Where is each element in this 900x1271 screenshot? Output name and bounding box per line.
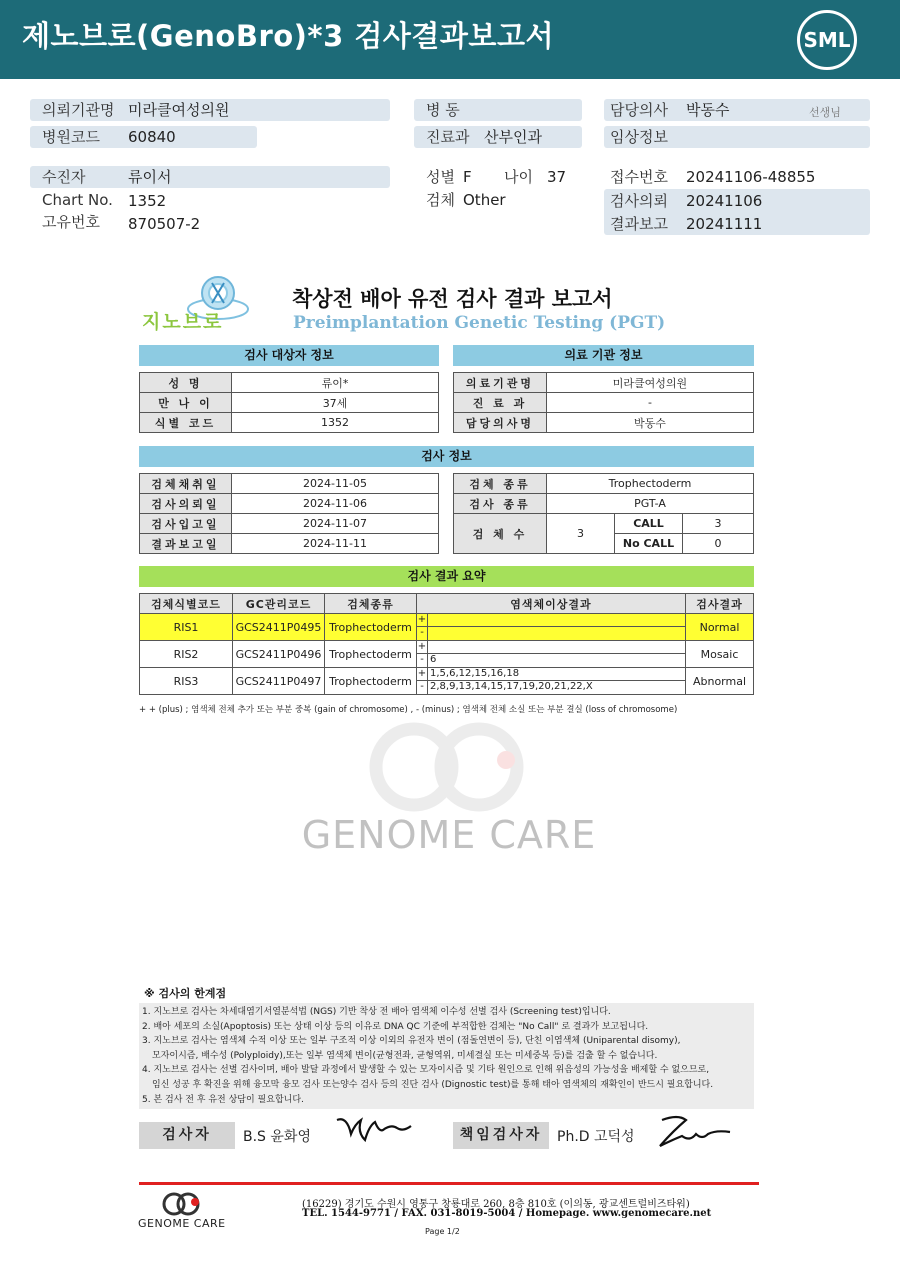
footer-rule xyxy=(139,1182,759,1185)
cell-label: No CALL xyxy=(615,534,683,554)
table-row xyxy=(140,641,754,668)
report-subtitle: Preimplantation Genetic Testing (PGT) xyxy=(293,313,666,333)
column-header: 검체식별코드 xyxy=(140,594,233,614)
report-title: 착상전 배아 유전 검사 결과 보고서 xyxy=(292,287,613,311)
result-label: 결과보고 xyxy=(610,215,668,233)
cell-label: 검체채취일 xyxy=(140,474,232,494)
plus-value xyxy=(428,614,430,626)
patient-label: 수진자 xyxy=(42,168,86,186)
watermark-text: GENOME CARE xyxy=(301,813,597,857)
cell-value: 2024-11-11 xyxy=(232,534,439,554)
table-row xyxy=(140,614,754,641)
minus-value: 2,8,9,13,14,15,17,19,20,21,22,X xyxy=(430,681,593,692)
footer-address: (16229) 경기도 수원시 영통구 창룡대로 260, 8층 810호 (이의동, 광교센트럴비즈타워) xyxy=(302,1199,690,1210)
cell-result: Normal xyxy=(686,614,754,641)
document-title: 제노브로(GenoBro)*3 검사결과보고서 xyxy=(22,19,554,53)
chart-label: Chart No. xyxy=(42,191,113,209)
receipt-label: 접수번호 xyxy=(610,168,668,186)
cell-type: Trophectoderm xyxy=(325,614,417,641)
cell-code: RIS3 xyxy=(140,668,233,695)
summary-table xyxy=(139,593,754,695)
specimen-label: 검체 xyxy=(426,191,455,209)
responsible-tester-label: 책임검사자 xyxy=(453,1122,549,1149)
request-label: 검사의뢰 xyxy=(610,192,668,210)
plus-sign: + xyxy=(417,668,427,679)
signature-icon xyxy=(652,1112,732,1152)
limitation-line: 임신 성공 후 확진을 위해 융모막 융모 검사 또는양수 검사 등의 진단 검사 (Dignostic test)를 통해 태아 염색체의 재확인이 반드시 필요합니다. xyxy=(152,1079,714,1090)
doctor-label: 담당의사 xyxy=(610,101,668,119)
cell-gc: GCS2411P0495 xyxy=(233,614,325,641)
cell-label: 의료기관명 xyxy=(454,373,547,393)
cell-chromosome xyxy=(417,614,686,641)
request-value: 20241106 xyxy=(686,192,763,210)
age-value: 37 xyxy=(547,168,567,186)
doctor-value: 박동수 xyxy=(686,101,730,119)
unique-label: 고유번호 xyxy=(42,213,100,231)
cell-value: 미라클여성의원 xyxy=(547,373,754,393)
report-header xyxy=(0,0,900,79)
cell-label: 결과보고일 xyxy=(140,534,232,554)
institution-value: 미라클여성의원 xyxy=(128,101,230,119)
cell-label: 검체 종류 xyxy=(454,474,547,494)
cell-value: 박동수 xyxy=(547,413,754,433)
dept-value: 산부인과 xyxy=(484,128,542,146)
sml-logo-text: SML xyxy=(803,28,851,52)
clinic-section-header: 의료 기관 정보 xyxy=(453,345,754,366)
tester-name: B.S 윤화영 xyxy=(243,1129,311,1145)
genome-care-logo-icon xyxy=(160,1190,204,1218)
cell-type: Trophectoderm xyxy=(325,641,417,668)
receipt-value: 20241106-48855 xyxy=(686,168,816,186)
plus-value xyxy=(428,641,430,653)
legend-note: + + (plus) ; 염색체 전체 추가 또는 부분 중복 (gain of chromosome) , - (minus) ; 염색체 전체 소실 또는 부분 결실 (loss of chromosome) xyxy=(139,705,678,715)
limitation-line: 모자이시즘, 배수성 (Polyploidy),또는 일부 염색체 변이(균형전좌, 균형역위, 미세결실 또는 미세중복 등)를 검출 할 수 없습니다. xyxy=(152,1050,658,1061)
genobro-logo-text: 지노브로 xyxy=(142,311,224,333)
patient-value: 류이서 xyxy=(128,168,172,186)
age-label: 나이 xyxy=(504,168,533,186)
cell-label: 검사 종류 xyxy=(454,494,547,514)
cell-result: Mosaic xyxy=(686,641,754,668)
test-specimen-table xyxy=(453,473,754,554)
limitations-title: ※ 검사의 한계점 xyxy=(144,987,227,1000)
minus-sign: - xyxy=(417,681,428,694)
plus-sign: + xyxy=(417,614,427,625)
cell-label: CALL xyxy=(615,514,683,534)
summary-section-header: 검사 결과 요약 xyxy=(139,566,754,587)
minus-value xyxy=(428,627,430,640)
cell-label: 성 명 xyxy=(140,373,232,393)
cell-label: 검사의뢰일 xyxy=(140,494,232,514)
cell-value: 류이* xyxy=(232,373,439,393)
column-header: 검사결과 xyxy=(686,594,754,614)
genome-care-logo-text: GENOME CARE xyxy=(138,1217,226,1230)
sml-logo-icon xyxy=(797,10,857,70)
cell-chromosome xyxy=(417,668,686,695)
ward-label: 병 동 xyxy=(426,101,460,119)
clinical-label: 임상정보 xyxy=(610,128,668,146)
cell-label: 담당의사명 xyxy=(454,413,547,433)
dept-label: 진료과 xyxy=(426,128,470,146)
cell-value: 37세 xyxy=(232,393,439,413)
page-number: Page 1/2 xyxy=(425,1227,460,1236)
cell-label: 진 료 과 xyxy=(454,393,547,413)
cell-value: 1352 xyxy=(232,413,439,433)
cell-type: Trophectoderm xyxy=(325,668,417,695)
cell-label: 식별 코드 xyxy=(140,413,232,433)
plus-sign: + xyxy=(417,641,427,652)
sex-value: F xyxy=(463,168,472,186)
cell-label: 검사입고일 xyxy=(140,514,232,534)
column-header: GC관리코드 xyxy=(233,594,325,614)
signature-icon xyxy=(335,1112,415,1148)
minus-value: 6 xyxy=(430,654,437,665)
cell-chromosome xyxy=(417,641,686,668)
specimen-value: Other xyxy=(463,191,506,209)
cell-value: 0 xyxy=(683,534,754,554)
cell-value: 3 xyxy=(683,514,754,534)
subject-table xyxy=(139,372,439,433)
hospital-code-label: 병원코드 xyxy=(42,128,100,146)
doctor-suffix: 선생님 xyxy=(809,106,841,119)
column-header: 염색체이상결과 xyxy=(417,594,686,614)
footer-contact: TEL. 1544-9771 / FAX. 031-8019-5004 / Homepage. www.genomecare.net xyxy=(302,1208,712,1219)
unique-value: 870507-2 xyxy=(128,215,201,233)
cell-label: 만 나 이 xyxy=(140,393,232,413)
limitation-line: 4. 지노브로 검사는 선별 검사이며, 배아 발달 과정에서 발생할 수 있는 모자이시즘 및 기타 원인으로 인해 위음성의 가능성을 배제할 수 없으므로, xyxy=(142,1065,710,1076)
plus-value: 1,5,6,12,15,16,18 xyxy=(430,668,520,679)
cell-value: - xyxy=(547,393,754,413)
tester-label: 검사자 xyxy=(139,1122,235,1149)
clinic-table xyxy=(453,372,754,433)
cell-value: 3 xyxy=(547,514,615,554)
table-row xyxy=(140,668,754,695)
cell-gc: GCS2411P0496 xyxy=(233,641,325,668)
minus-sign: - xyxy=(417,627,428,640)
chart-value: 1352 xyxy=(128,192,167,210)
subject-section-header: 검사 대상자 정보 xyxy=(139,345,439,366)
cell-code: RIS2 xyxy=(140,641,233,668)
cell-code: RIS1 xyxy=(140,614,233,641)
result-value: 20241111 xyxy=(686,215,763,233)
responsible-tester-name: Ph.D 고덕성 xyxy=(557,1129,635,1145)
cell-value: Trophectoderm xyxy=(547,474,754,494)
hospital-code-value: 60840 xyxy=(128,128,176,146)
cell-gc: GCS2411P0497 xyxy=(233,668,325,695)
cell-result: Abnormal xyxy=(686,668,754,695)
cell-value: PGT-A xyxy=(547,494,754,514)
minus-sign: - xyxy=(417,654,428,667)
limitation-line: 3. 지노브로 검사는 염색체 수적 이상 또는 일부 구조적 이상 이외의 유전자 변이 (점돌연변이 등), 단친 이염색체 (Uniparental disomy), xyxy=(142,1036,681,1047)
limitation-line: 5. 본 검사 전 후 유전 상담이 필요합니다. xyxy=(142,1094,304,1105)
cell-label: 검 체 수 xyxy=(454,514,547,554)
limitation-line: 1. 지노브로 검사는 차세대염기서열분석법 (NGS) 기반 착상 전 배아 염색체 이수성 선별 검사 (Screening test)입니다. xyxy=(142,1007,611,1017)
limitations-box xyxy=(139,1003,754,1109)
sex-label: 성별 xyxy=(426,168,455,186)
test-dates-table xyxy=(139,473,439,554)
test-section-header: 검사 정보 xyxy=(139,446,754,467)
column-header: 검체종류 xyxy=(325,594,417,614)
cell-value: 2024-11-06 xyxy=(232,494,439,514)
institution-label: 의뢰기관명 xyxy=(42,101,115,119)
cell-value: 2024-11-07 xyxy=(232,514,439,534)
limitation-line: 2. 배아 세포의 소실(Apoptosis) 또는 상태 이상 등의 이유로 DNA QC 기준에 부적합한 검체는 "No Call" 로 결과가 보고됩니다. xyxy=(142,1021,649,1032)
cell-value: 2024-11-05 xyxy=(232,474,439,494)
